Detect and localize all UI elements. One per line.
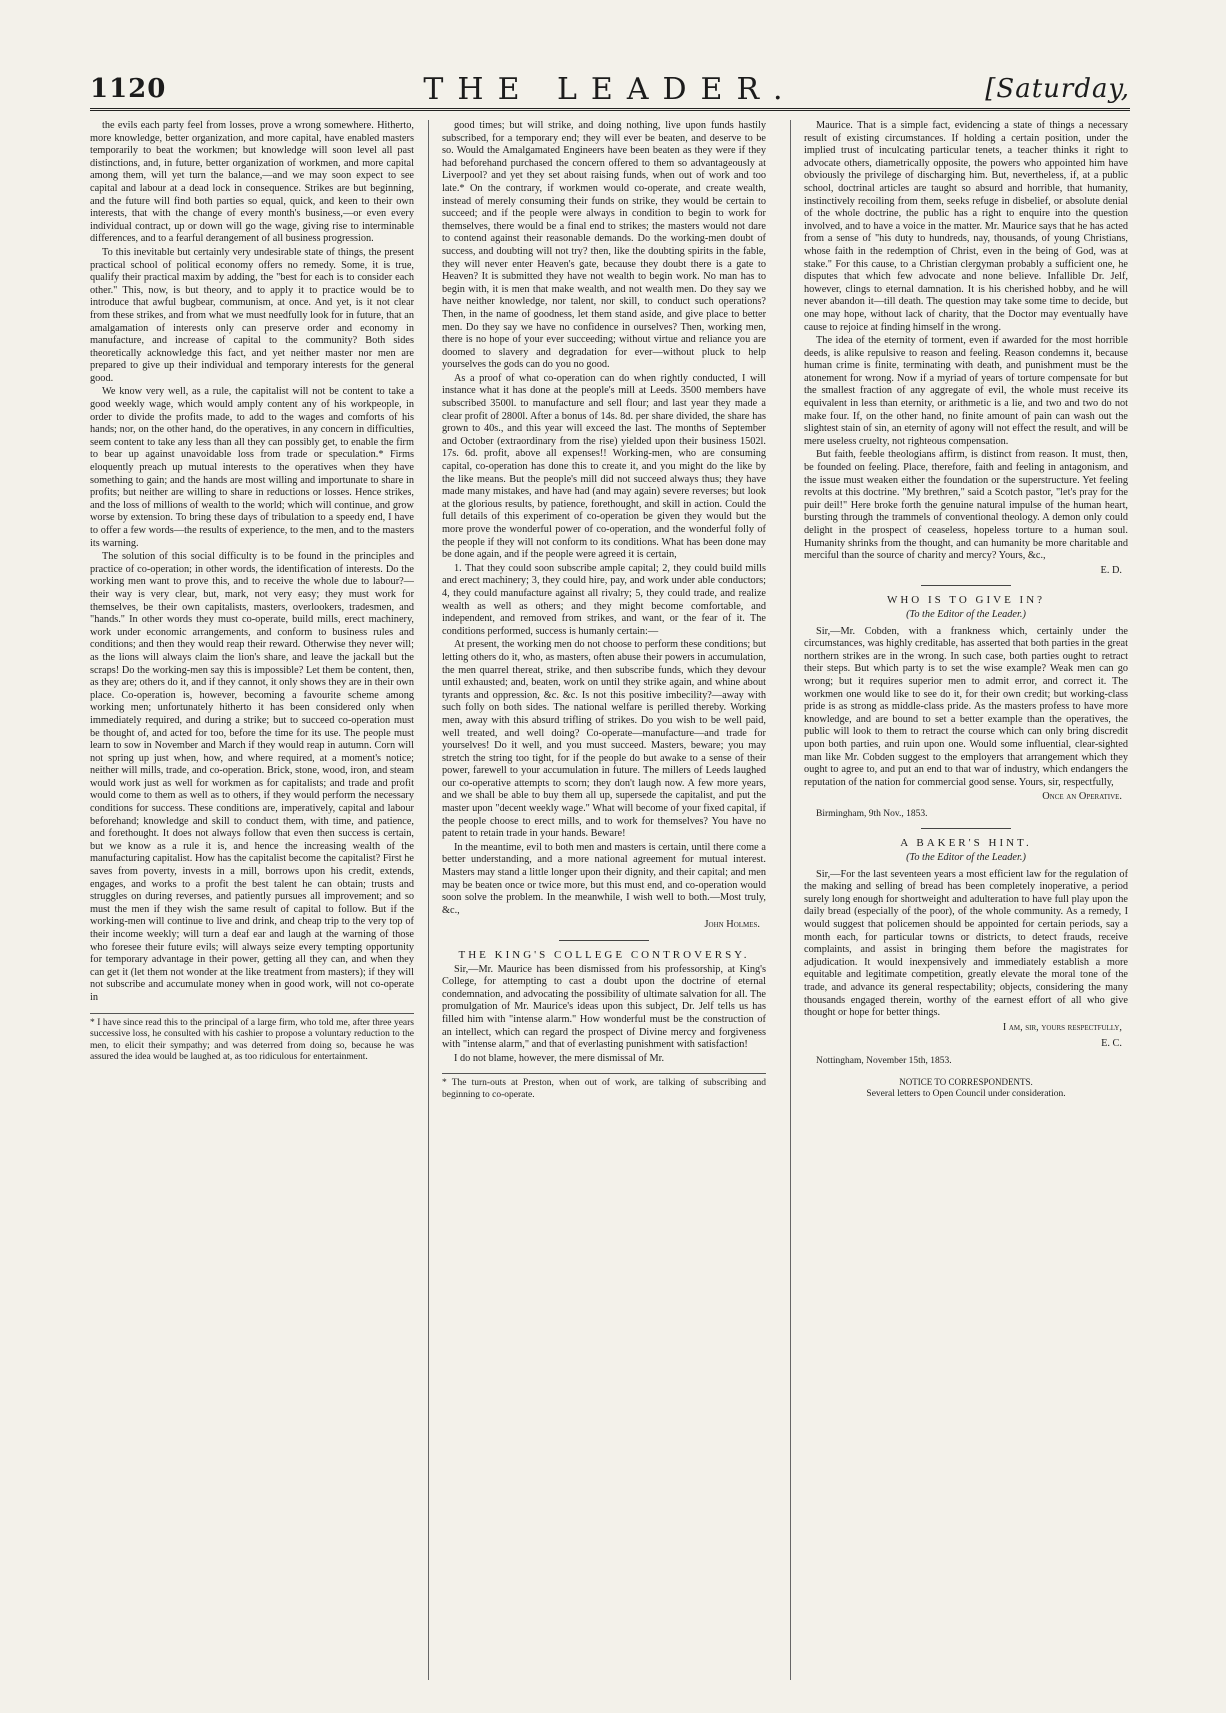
notice-title: NOTICE TO CORRESPONDENTS. [899,1076,1033,1087]
section-title: A BAKER'S HINT. [900,837,1032,850]
column-3 [804,120,1128,1680]
masthead [90,70,1130,111]
column-2 [442,120,766,1680]
notice-text: Several letters to Open Council under consideration. [866,1089,1066,1100]
section-rule [921,828,1011,829]
closing-line: I am, sir, yours respectfully, [1002,1021,1122,1033]
section-subtitle: (To the Editor of the Leader.) [906,852,1026,864]
section-title: THE KING'S COLLEGE CONTROVERSY. [458,949,750,961]
section-rule [921,585,1011,586]
day-label: [Saturday, [985,74,1130,104]
column-divider [790,120,791,1680]
paragraph: But faith, feeble theologians affirm, is distinct from reason. It must, then, be founded on feeling. Place, therefore, faith and feeling in antagonism, and the issue must weaken either the foundation or the superstructure. Yet feeling revolts at this doctrine. "My brethren," said a Scotch pastor, "let's pray for the puir deil!" Here broke forth the genuine natural impulse of the human heart, bursting through the trammels of conventional theology. A demon only could delight in the prospect of ceaseless, hopeless torture to a human soul. Humanity shrinks from the thought, and can humanity be more charitable and merciful than the source of charity and mercy? Yours, &c., [804,449,1128,562]
paragraph: As a proof of what co-operation can do when rightly conducted, I will instance what it has done at the people's mill at Leeds. 3500 members have subscribed 3500l. to manufacture and sell flour; and last year they made a clear profit of 2800l. After a bonus of 14s. 8d. per share divided, the share has grown to 40s., and this year will exceed the last. The months of September and October (extraordinary from the rise) yielded upon their business 1502l. 17s. 6d. profit, above all expenses!! Working-men, who are consuming capital, co-operation has done this to create it, and you might do the like by the like means. But the people's mill did not succeed always thus; they have made many mistakes, and have had (and may again) severe reverses; but look at the glorious results, by patience, forethought, and skill in action. Could the full details of this experiment of co-operation be given they would but the more prove the wonderful power of co-operation, and the wonderful folly of the people if they will not conform to its conditions. What has been done may be done again, and if the people were agreed it is certain, [442,372,766,561]
paragraph: The solution of this social difficulty is to be found in the principles and practice of co-operation; in other words, the identification of interests. Do the working men want to prove this, and to receive the whole due to labour?—their way is very clear, but, mark, not very easy; they must work for themselves, be their own capitalists, masters, overlookers, tradesmen, and "hands." In other words they must co-operate, build mills, erect machinery, work under economic arrangements, and conform to business rules and conditions; and then they would reap their reward. Otherwise they never will; as the lions will always claim the lion's share, and leave the jackall but the scraps! Do the working-men say this is impossible? Let them be content, then, as they are; others do it, and if they cannot, it only shows they are in their own place. Co-operation is, however, becoming a favourite scheme among working men; unfortunately hitherto it has been considered only when immediately required, and during a strike; but to succeed co-operation must be thought of, and acted for too, before the time for its use. The people must learn to sow in November and March if they would reap in autumn. Corn will not spring up just when, how, and where required, at a moment's notice; neither will mills, trade, and co-operation. Brick, stone, wood, iron, and steam would work just as well for workmen as for capitalists; and trade and profit would come to them as well as to others, if they would perform the necessary conditions for success. These conditions are, imperatively, capital and labour beforehand; knowledge and skill to conduct them, with time, and patience, and forethought. It does not always follow that even then success is certain, but we know as a rule it is, and hence the increasing wealth of the manufacturing capitalist. How has the capitalist become the capitalist? First he saves from poverty, invests in a mill, borrows upon his credit, extends, engages, and works to a profit the best talent he can obtain; trusts and struggles on during reverses, and patiently pursues all improvement; and so must the men if they wish the same result of capital to follow. But if the working-men will continue to live and drink, and cheap trip to the very top of their income weekly; will turn a deaf ear and laugh at the warning of those who foresee their future evils; will always seize every tempting opportunity for temporary advantage in their power, getting all they can, and when they can get it (let them not wonder at the like treatment from masters); if they will not subscribe and accumulate money when in good work, will not co-operate in [90,551,414,1003]
paragraph: I do not blame, however, the mere dismissal of Mr. [454,1052,665,1064]
paragraph: We know very well, as a rule, the capitalist will not be content to take a good weekly wage, which would amply content any of his workpeople, in order to divide the profits made, to add to the wages and comforts of his hands; nor, on the other hand, do the operatives, in any concern in difficulties, seem content to take any less than all they can possibly get, to enable the firm to bear up against unavoidable loss from trade or speculation.* Firms eloquently preach up mutual interests to the operatives when they have something to gain; and the hands are most willing and importunate to share in profits; but neither are willing to share in reductions or losses. Hence strikes, and the loss of millions of wealth to the world; which will continue, and grow worse by extension. To bring these days of tribulation to a speedy end, I have to offer a few words—the results of experience, to the men, and to the masters its warning. [90,386,414,549]
paper-title: THE LEADER. [423,72,797,107]
section-rule [559,940,649,941]
paragraph: Sir,—For the last seventeen years a most efficient law for the regulation of the making and selling of bread has been completely inoperative, a period surely long enough for shortweight and adulteration to have full play upon the daily bread (especially of the poor), of the whole community. As a remedy, I would suggest that policemen should be appointed for certain periods, say a month each, for particular towns or districts, to detect frauds, receive complaints, and assist in bringing them before the magistrates for adjudication. It would inexpensively and immediately establish a more equitable and legitimate competition, greatly elevate the moral tone of the trade, and advance its general respectability; objects, considering the many thousands engaged therein, worthy of the earnest effort of all who give thought or hope for better things. [804,868,1128,1019]
paragraph: Sir,—Mr. Cobden, with a frankness which, certainly under the circumstances, was highly creditable, has asserted that both parties in the great northern strikes are in the wrong. In such case, both parties ought to retract their steps. But which party is to set the wise example? Weak men can go wrong; but it requires superior men to admit error, and correct it. The workmen one would like to see do it, for their own credit; but working-class pride is as strong as middle-class pride. As the masters profess to have more knowledge, and are bound to set a better example than the operatives, the public will look to them to retract the course which can only bring discredit upon both parties, and ruin upon one. Would some influential, clear-sighted man like Mr. Cobden suggest to the employers that arrangement which they ought to agree to, and put an end to that war of industry, which endangers the reputation of the nation for commercial good sense. Yours, sir, respectfully, [804,625,1128,788]
paragraph: In the meantime, evil to both men and masters is certain, until there come a better understanding, and a more national agreement for mutual interest. Masters may stand a little longer upon their dignity, and their capital; and men may be beaten once or twice more, but this must end, and co-operation would soon solve the problem. In the meanwhile, I wish well to both.—Most truly, &c., [442,841,766,916]
paragraph: 1. That they could soon subscribe ample capital; 2, they could build mills and erect machinery; 3, they could hire, pay, and work under able conductors; 4, they could manufacture against all rivalry; 5, they could trade, and realize wealth as well as others; and they might become comfortable, and independent, and removed from strikes, and want, or the fear of it. The conditions performed, success is humanly certain:— [442,562,766,637]
signature: Once an Operative. [1042,791,1122,803]
paragraph: Sir,—Mr. Maurice has been dismissed from his professorship, at King's College, for attempting to cast a doubt upon the doctrine of eternal condemnation, and advocating the possibility of ultimate salvation for all. The promulgation of Mr. Maurice's ideas upon this subject, Dr. Jelf tells us has filled him with "intense alarm." How wonderful must be the construction of an intellect, which can regard the prospect of Divine mercy and forgiveness with "intense alarm," and that of everlasting punishment with satisfaction! [442,963,766,1051]
paragraph: the evils each party feel from losses, prove a wrong somewhere. Hitherto, more knowledge, better organization, and more capital, have enabled masters temporarily to beat the workmen; but knowledge will soon level all past distinctions, and, in future, better organization of workmen, and more capital among them, will yet turn the balance,—and we may soon expect to see capital and labour at a dead lock in consequence. Strikes are but beginning, and the future will find both parties so equal, quick, and keen to their own interests, that with the change of every month's business,—or even every individual contract, up or down will go the wage, giving rise to interminable differences, and to a fearful derangement of all business progression. [90,120,414,245]
page-number: 1120 [90,74,167,104]
section-title: WHO IS TO GIVE IN? [886,594,1046,607]
letter-place-date: Nottingham, November 15th, 1853. [816,1055,952,1066]
paragraph: Maurice. That is a simple fact, evidencing a state of things a necessary result of existing circumstances. If holding a certain position, under the implied trust of inculcating particular tenets, a teacher thinks it right to advocate others, diametrically opposite, the powers who appointed him have obviously the privilege of discharging him. But, nevertheless, if, at a public school, doctrinal articles are taught so absurd and horrible, that humanity, instinctively recoiling from them, seeks refuge in disbelief, or absolute denial of the whole doctrine, the public has a right to enquire into the question involved, and to have a voice in the matter. Mr. Maurice says that he has acted from a sense of "his duty to hundreds, nay, thousands, of young Christians, whose faith in the redemption of Christ, even in the being of God, was at stake." For this cause, to a Christian clergyman probably a sufficient one, he disputes that which few advocate and none believe. Infallible Dr. Jelf, however, clings to eternal damnation. It is his cherished hobby, and he will never abandon it—till death. The question may take some time to decide, but one may hope, without lack of charity, that the Doctor may eventually have cause to rejoice at finding himself in the wrong. [804,120,1128,333]
column-divider [428,120,429,1680]
signature: E. D. [1100,564,1122,576]
paragraph: The idea of the eternity of torment, even if awarded for the most horrible deeds, is alike repulsive to reason and feeling. Reason condemns it, because human crime is finite, terminating with death, and punishment must be the atonement for wrong. Now if a myriad of years of torture compensate for but the smallest fraction of any aggregate of evil, the whole must receive its equivalent in less than eternity, or arithmetic is a lie, and two and two do not make four. If, on the other hand, no finite amount of pain can wash out the slightest stain of sin, an eternity of agony will not effect the result, and will be mere useless cruelty, not righteous compensation. [804,335,1128,447]
footnote: * The turn-outs at Preston, when out of work, are talking of subscribing and beginning to co-operate. [442,1073,766,1101]
paragraph: good times; but will strike, and doing nothing, live upon funds hastily subscribed, for a temporary end; they will ever be beaten, and deserve to be so. Would the Amalgamated Engineers have been beaten as they were if they had beforehand purchased the concern offered to them so advantageously at Liverpool? and yet they set about raising funds, when out of work and too late.* On the contrary, if workmen would co-operate, and create wealth, instead of merely consuming their funds on strike, they would be certain to succeed; and if the people were always in condition to begin to work for themselves, there would be a final end to strikes; the masters would not dare to contend against their reasonable demands. Do the working-men doubt of success, and doubting will not try? then, like the doubting spirits in the fable, they will never enter Heaven's gate, because they doubt there is a gate to Heaven? It is submitted they have not wealth to begin work. No man has to begin with, it is men that make wealth, and not wealth men. Do they say we have neither knowledge, nor talent, nor skill, to conduct such operations? Then, in the name of goodness, let them stand aside, and give place to better men. Do they say we have no confidence in ourselves? Then, working men, there is no hope of your ever succeeding; without virtue and reliance you are doomed to slavery and degradation for ever—without pluck to help yourselves the gods can do you no good. [442,120,766,371]
paragraph: At present, the working men do not choose to perform these conditions; but letting others do it, who, as masters, often abuse their powers in accumulation, the men quarrel thereat, strike, and then subscribe funds, which they devour until exhausted; and, beaten, work on until they strike again, and whine about tyrants and oppression, &c. &c. Is not this positive imbecility?—away with such folly on both sides. The national welfare is perilled thereby. Working men, away with this absurd trifling of strikes. Do you wish to be well paid, well treated, and well doing? Co-operate—manufacture—and trade for yourselves! Do it well, and you must succeed. Masters, beware; you may stretch the string too tight, for if the people do but awake to a sense of their power, farewell to your accumulation in future. The millers of Leeds laughed our co-operative attempts to scorn; they don't laugh now. A few more years, and we shall be able to buy them all up, supersede the capitalist, and put the master upon "decent weekly wage." What will become of your fixed capital, if the people choose to erect mills, and to work for themselves? You have no patent to retain trade in your hands. Beware! [442,639,766,840]
signature: E. C. [1101,1038,1122,1050]
column-1 [90,120,414,1680]
signature: John Holmes. [704,919,760,931]
footnote: * I have since read this to the principal of a large firm, who told me, after three years successive loss, he consulted with his cashier to propose a voluntary reduction to the men, to elicit their sympathy; and was deterred from doing so, because he was assured the idea would be laughed at, as too ridiculous for entertainment. [90,1013,414,1064]
letter-place-date: Birmingham, 9th Nov., 1853. [816,808,928,819]
section-subtitle: (To the Editor of the Leader.) [906,608,1026,620]
paragraph: To this inevitable but certainly very undesirable state of things, the present practical school of political economy offers no remedy. Some, it is true, qualify their practical maxim by adding, the "best for each is to consider each other." This, now, is but theory, and to apply it to practice would be to introduce that awful bugbear, communism, at once. And yet, is it not clear from these strikes, and from what we must needfully look for in future, that an amalgamation of interests only can preserve order and economy in manufacture, and increase of capital to the community? Both sides theoretically acknowledge this fact, and yet neither master nor men are prepared to give up their individual and temporary interests for the general good. [90,246,414,384]
